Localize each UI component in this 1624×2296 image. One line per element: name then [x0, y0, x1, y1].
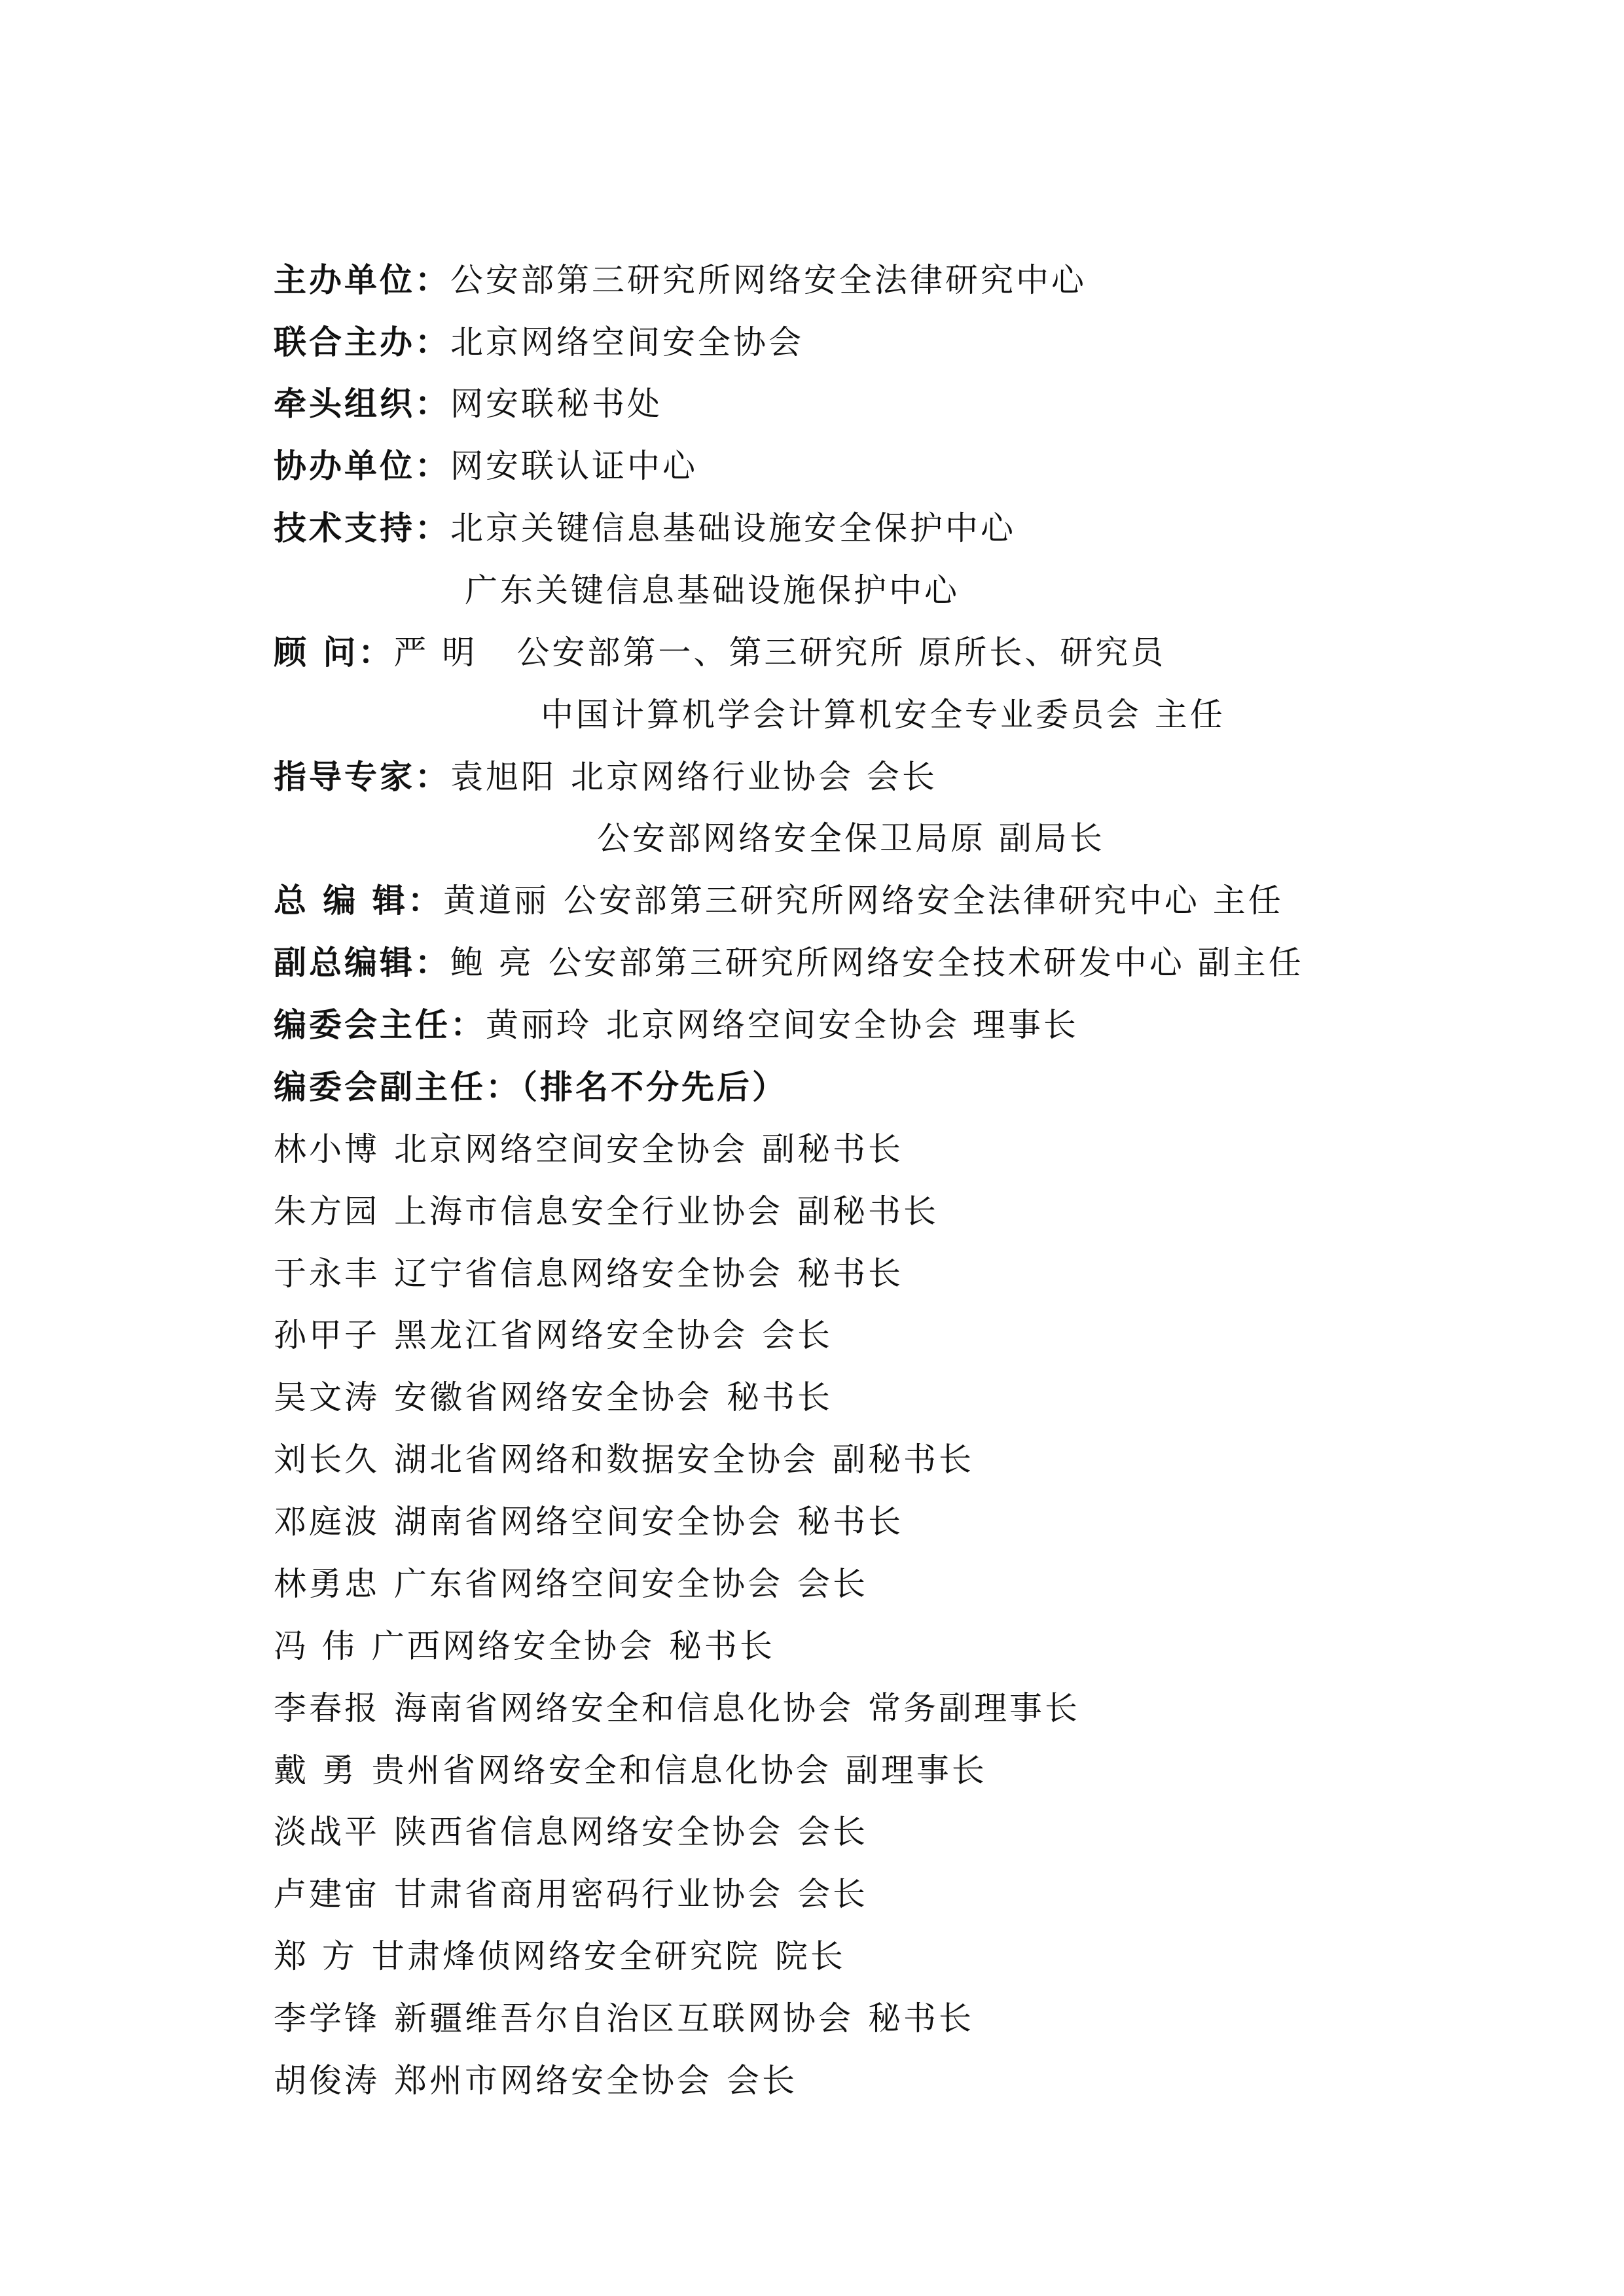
member-title: 副秘书长: [797, 1193, 939, 1230]
list-item: [274, 1433, 974, 1486]
member-name: 邓庭波: [274, 1503, 380, 1541]
member-name: 吴文涛: [274, 1378, 380, 1416]
member-name: 于永丰: [274, 1255, 380, 1293]
member-name: 李春报: [274, 1689, 380, 1727]
member-org: 北京网络空间安全协会: [394, 1130, 748, 1168]
list-item: [274, 1496, 903, 1548]
committee-director-role: 北京网络空间安全协会 理事长: [606, 1006, 1079, 1044]
member-org: 广东省网络空间安全协会: [394, 1565, 783, 1603]
co-organizer-line: [274, 316, 804, 368]
list-item: [274, 1744, 987, 1797]
editor-in-chief-name: 黄道丽: [442, 882, 549, 920]
editor-in-chief-role: 公安部第三研究所网络安全法律研究中心 主任: [563, 882, 1284, 920]
tech-support-value-1: 北京关键信息基础设施安全保护中心: [450, 509, 1016, 547]
member-name: 胡俊涛: [274, 2062, 380, 2100]
committee-director-line: [274, 999, 1079, 1051]
list-item: [274, 1620, 775, 1672]
list-item: [274, 1930, 846, 1982]
lead-organization-label: 牵头组织：: [274, 385, 450, 423]
advisor-line: [274, 626, 1166, 679]
member-name: 刘长久: [274, 1441, 380, 1479]
list-item: [274, 1682, 1080, 1734]
member-name: 林小博: [274, 1130, 380, 1168]
expert-line: [274, 751, 937, 803]
expert-label: 指导专家：: [274, 758, 450, 796]
member-title: 秘书长: [868, 2000, 974, 2037]
member-title: 副秘书长: [762, 1130, 903, 1168]
member-title: 秘书长: [797, 1503, 903, 1541]
advisor-role-1: 公安部第一、第三研究所 原所长、研究员: [516, 634, 1166, 672]
assist-unit-label: 协办单位：: [274, 447, 450, 485]
member-org: 郑州市网络安全协会: [394, 2062, 712, 2100]
committee-director-name: 黄丽玲: [486, 1006, 592, 1044]
advisor-name: 严 明: [393, 634, 478, 672]
deputy-editor-name: 鲍 亮: [450, 944, 534, 982]
member-org: 辽宁省信息网络安全协会: [394, 1255, 783, 1293]
co-organizer-value: 北京网络空间安全协会: [450, 323, 804, 361]
assist-unit-line: [274, 440, 698, 492]
deputy-editor-line: [274, 937, 1304, 989]
organizer-value: 公安部第三研究所网络安全法律研究中心: [450, 261, 1087, 299]
member-title: 会长: [762, 1316, 833, 1354]
member-name: 淡战平: [274, 1813, 380, 1851]
organizer-label: 主办单位：: [274, 261, 450, 299]
list-item: [274, 1868, 868, 1920]
member-name: 郑 方: [274, 1937, 357, 1975]
advisor-label: 顾 问：: [274, 634, 394, 672]
tech-support-label: 技术支持：: [274, 509, 450, 547]
member-title: 院长: [774, 1937, 846, 1975]
member-title: 会长: [727, 2062, 797, 2100]
member-org: 湖南省网络空间安全协会: [394, 1503, 783, 1541]
member-org: 陕西省信息网络安全协会: [394, 1813, 783, 1851]
member-title: 会长: [797, 1875, 868, 1913]
committee-director-label: 编委会主任：: [274, 1006, 486, 1044]
member-org: 安徽省网络安全协会: [394, 1378, 712, 1416]
list-item: [274, 1185, 939, 1238]
list-item: [274, 1806, 868, 1858]
list-item: [274, 1247, 903, 1300]
member-name: 戴 勇: [274, 1751, 357, 1789]
member-name: 林勇忠: [274, 1565, 380, 1603]
member-org: 贵州省网络安全和信息化协会: [371, 1751, 831, 1789]
list-item: [274, 1992, 974, 2045]
co-organizer-label: 联合主办：: [274, 323, 450, 361]
member-org: 黑龙江省网络安全协会: [394, 1316, 748, 1354]
expert-role-2: 公安部网络安全保卫局原 副局长: [597, 819, 1105, 857]
editor-in-chief-line: [274, 874, 1284, 927]
member-name: 孙甲子: [274, 1316, 380, 1354]
member-org: 上海市信息安全行业协会: [394, 1193, 783, 1230]
list-item: [274, 2054, 797, 2107]
organizer-line: [274, 254, 1087, 306]
member-title: 秘书长: [668, 1627, 775, 1665]
list-item: [274, 1123, 903, 1175]
list-item: [274, 1309, 833, 1361]
vice-directors-heading: 编委会副主任：（排名不分先后）: [274, 1068, 787, 1106]
deputy-editor-role: 公安部第三研究所网络安全技术研发中心 副主任: [548, 944, 1304, 982]
member-title: 会长: [797, 1813, 868, 1851]
member-title: 秘书长: [727, 1378, 833, 1416]
tech-support-line: [274, 502, 1016, 554]
member-name: 朱方园: [274, 1193, 380, 1230]
member-title: 常务副理事长: [868, 1689, 1080, 1727]
editor-in-chief-label: 总 编 辑：: [274, 882, 443, 920]
deputy-editor-label: 副总编辑：: [274, 944, 450, 982]
lead-organization-value: 网安联秘书处: [450, 385, 662, 423]
expert-name: 袁旭阳: [450, 758, 556, 796]
member-title: 副理事长: [845, 1751, 987, 1789]
member-name: 卢建宙: [274, 1875, 380, 1913]
member-org: 湖北省网络和数据安全协会: [394, 1441, 818, 1479]
member-org: 广西网络安全协会: [371, 1627, 655, 1665]
member-title: 秘书长: [797, 1255, 903, 1293]
member-name: 冯 伟: [274, 1627, 357, 1665]
member-title: 会长: [797, 1565, 868, 1603]
member-name: 李学锋: [274, 2000, 380, 2037]
list-item: [274, 1558, 868, 1610]
tech-support-value-2: 广东关键信息基础设施保护中心: [465, 571, 960, 609]
list-item: [274, 1371, 833, 1424]
assist-unit-value: 网安联认证中心: [450, 447, 698, 485]
expert-role-1: 北京网络行业协会 会长: [571, 758, 937, 796]
member-org: 甘肃烽侦网络安全研究院: [371, 1937, 761, 1975]
member-org: 海南省网络安全和信息化协会: [394, 1689, 854, 1727]
member-org: 新疆维吾尔自治区互联网协会: [394, 2000, 854, 2037]
member-title: 副秘书长: [833, 1441, 974, 1479]
advisor-role-2: 中国计算机学会计算机安全专业委员会 主任: [541, 696, 1225, 734]
member-org: 甘肃省商用密码行业协会: [394, 1875, 783, 1913]
lead-organization-line: [274, 378, 662, 430]
